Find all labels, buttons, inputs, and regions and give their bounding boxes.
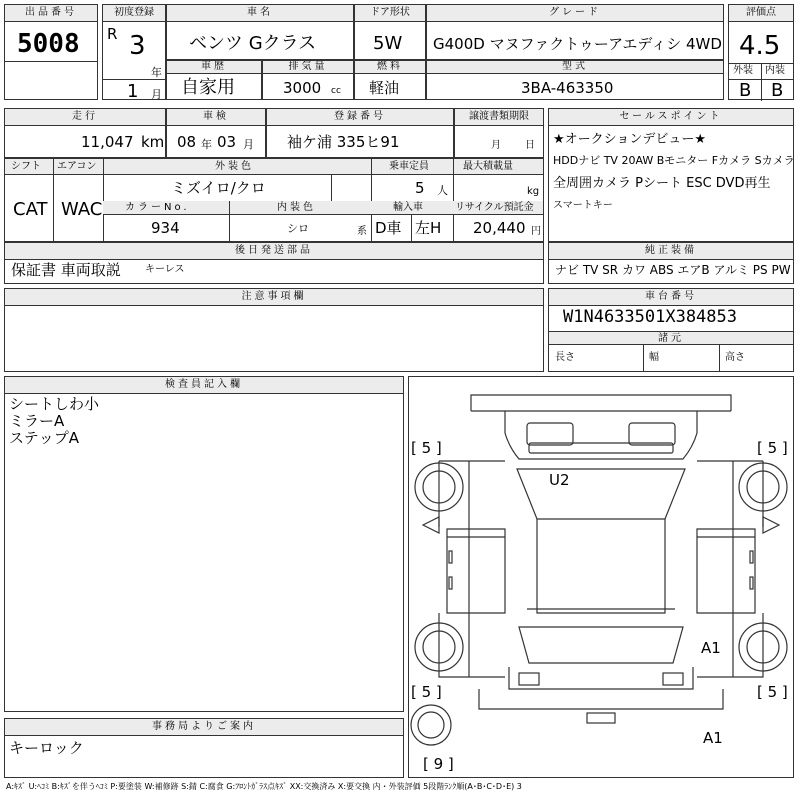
recycle-fee: 20,440 xyxy=(473,219,526,237)
car-name: ベンツ Gクラス xyxy=(189,33,317,54)
sales-points-box xyxy=(548,108,794,242)
legend: A:ｷｽﾞ U:ﾍｺﾐ B:ｷｽﾞを伴うﾍｺﾐ P:要塗装 W:補修跡 S:錆 C:腐食 G:ﾌﾛﾝﾄｶﾞﾗｽ点ｷｽﾞ XX:交換済み X:要交換 内・外装評価 5段階ﾗﾝｸ順(A･B･C･D･E) 3 xyxy=(6,782,522,791)
inspection-box xyxy=(166,108,266,158)
inspection-label: 車検 xyxy=(167,109,265,126)
inspection-year-unit: 年 xyxy=(201,138,212,151)
inspector-line: ステップA xyxy=(9,429,79,447)
door-box xyxy=(354,4,426,60)
plate-box xyxy=(266,108,454,158)
ext-color-label: 外装色 xyxy=(215,161,254,172)
mileage-unit: km xyxy=(141,133,165,151)
inspection-month: 03 xyxy=(217,133,237,151)
int-color-unit: 系 xyxy=(357,226,367,237)
color-no: 934 xyxy=(151,219,180,237)
interior-label: 内装 xyxy=(765,65,785,76)
color-no-label: カラーNo. xyxy=(125,202,190,213)
plate-label: 登録番号 xyxy=(267,109,453,126)
displacement-label: 排気量 xyxy=(263,61,353,74)
displacement-unit: cc xyxy=(331,86,341,96)
equipment-box xyxy=(548,242,794,284)
displacement: 3000 xyxy=(283,79,322,97)
mileage: 11,047 xyxy=(81,133,134,151)
import-dealer: D車 xyxy=(375,219,402,237)
reg-year-unit: 年 xyxy=(151,66,162,79)
width-label: 幅 xyxy=(649,352,659,363)
tire-front-left: [ 5 ] xyxy=(411,439,442,457)
score-box xyxy=(728,4,794,100)
notes-box xyxy=(4,288,544,372)
history-label: 車歴 xyxy=(167,61,261,74)
damage-mark-a1-side: A1 xyxy=(701,639,721,657)
height-label: 高さ xyxy=(725,352,745,363)
spare-tire: [ 9 ] xyxy=(423,755,454,773)
ext-color: ミズイロ/クロ xyxy=(171,179,266,197)
model: 3BA-463350 xyxy=(521,79,614,97)
car-name-box xyxy=(166,4,354,60)
interior-score: B xyxy=(771,80,784,101)
history: 自家用 xyxy=(181,77,235,98)
first-reg-label: 初度登録 xyxy=(103,5,165,22)
spec-box xyxy=(4,158,544,242)
dims-label: 諸元 xyxy=(549,331,793,345)
tire-front-right: [ 5 ] xyxy=(757,439,788,457)
era: R xyxy=(107,25,118,43)
overall-score: 4.5 xyxy=(739,31,781,61)
chassis-label: 車台番号 xyxy=(549,289,793,306)
int-color-label: 内装色 xyxy=(277,202,316,213)
recycle-unit: 円 xyxy=(531,226,541,237)
accessories-label: 後日発送部品 xyxy=(5,243,543,260)
grade-box xyxy=(426,4,724,60)
reg-year: 3 xyxy=(129,31,146,61)
first-registration-box xyxy=(102,4,166,100)
damage-mark-u2: U2 xyxy=(549,471,570,489)
capacity-label: 乗車定員 xyxy=(389,161,429,172)
grade: G400D マヌファクトゥーアエディシ 4WD xyxy=(433,35,722,53)
inspector-line: ミラーA xyxy=(9,412,65,430)
car-name-label: 車名 xyxy=(167,5,353,22)
inspection-year: 08 xyxy=(177,133,197,151)
sales-point-line: スマートキー xyxy=(553,200,613,211)
shift-label: シフト xyxy=(11,161,41,172)
fuel: 軽油 xyxy=(369,79,400,97)
recycle-label: リサイクル預託金 xyxy=(455,202,534,213)
sales-points-label: セールスポイント xyxy=(549,109,793,126)
transfer-day-unit: 日 xyxy=(525,140,535,151)
lot-label: 出品番号 xyxy=(5,5,97,22)
mileage-box xyxy=(4,108,166,158)
equipment-text: ナビ TV SR カワ ABS エアB アルミ PS PW xyxy=(555,263,791,277)
int-color: シロ xyxy=(287,222,309,235)
displacement-box xyxy=(262,60,354,100)
damage-diagram xyxy=(408,376,794,778)
max-load-label: 最大積載量 xyxy=(463,161,513,172)
handle: 左H xyxy=(415,219,442,237)
fuel-box xyxy=(354,60,426,100)
transfer-month-unit: 月 xyxy=(491,140,501,151)
length-label: 長さ xyxy=(555,352,575,363)
sales-point-line: 全周囲カメラ Pシート ESC DVD再生 xyxy=(553,176,771,191)
tire-rear-left: [ 5 ] xyxy=(411,683,442,701)
accessories-text: 保証書 車両取説 xyxy=(11,261,121,279)
chassis-number: W1N4633501X384853 xyxy=(563,307,737,327)
plate-number: 袖ケ浦 335ヒ91 xyxy=(287,133,400,151)
inspector-label: 検査員記入欄 xyxy=(5,377,403,394)
office-box xyxy=(4,718,404,778)
shift: CAT xyxy=(13,199,48,220)
model-label: 型式 xyxy=(427,61,723,74)
reg-month-unit: 月 xyxy=(151,88,162,101)
notes-label: 注意事項欄 xyxy=(5,289,543,306)
chassis-box xyxy=(548,288,794,372)
reg-month: 1 xyxy=(127,81,139,102)
model-box xyxy=(426,60,724,100)
tire-rear-right: [ 5 ] xyxy=(757,683,788,701)
sales-point-line: HDDナビ TV 20AW Bモニター Fカメラ Sカメラ xyxy=(553,154,795,167)
door-type: 5W xyxy=(373,33,403,54)
import-label: 輸入車 xyxy=(393,202,423,213)
history-box xyxy=(166,60,262,100)
capacity-unit: 人 xyxy=(437,184,448,197)
door-label: ドア形状 xyxy=(355,5,425,22)
ac: WAC xyxy=(61,199,103,220)
transfer-box xyxy=(454,108,544,158)
accessories-text-small: キーレス xyxy=(145,264,185,275)
lot-box xyxy=(4,4,98,100)
office-text: キーロック xyxy=(9,739,84,757)
transfer-label: 譲渡書類期限 xyxy=(455,109,543,126)
fuel-label: 燃料 xyxy=(355,61,425,74)
exterior-score: B xyxy=(739,80,752,101)
sales-point-line: ★オークションデビュー★ xyxy=(553,132,707,147)
equipment-label: 純正装備 xyxy=(549,243,793,260)
inspector-box xyxy=(4,376,404,712)
max-load-unit: kg xyxy=(527,186,540,197)
grade-label: グレード xyxy=(427,5,723,22)
damage-mark-a1-rear: A1 xyxy=(703,729,723,747)
car-outline xyxy=(409,377,793,777)
exterior-label: 外装 xyxy=(733,65,753,76)
accessories-box xyxy=(4,242,544,284)
inspection-month-unit: 月 xyxy=(243,138,254,151)
inspector-line: シートしわ小 xyxy=(9,395,100,413)
office-label: 事務局よりご案内 xyxy=(5,719,403,736)
lot-number: 5008 xyxy=(17,29,80,59)
mileage-label: 走行 xyxy=(5,109,165,126)
ac-label: エアコン xyxy=(57,161,97,172)
capacity: 5 xyxy=(415,179,425,197)
score-label: 評価点 xyxy=(729,5,793,22)
